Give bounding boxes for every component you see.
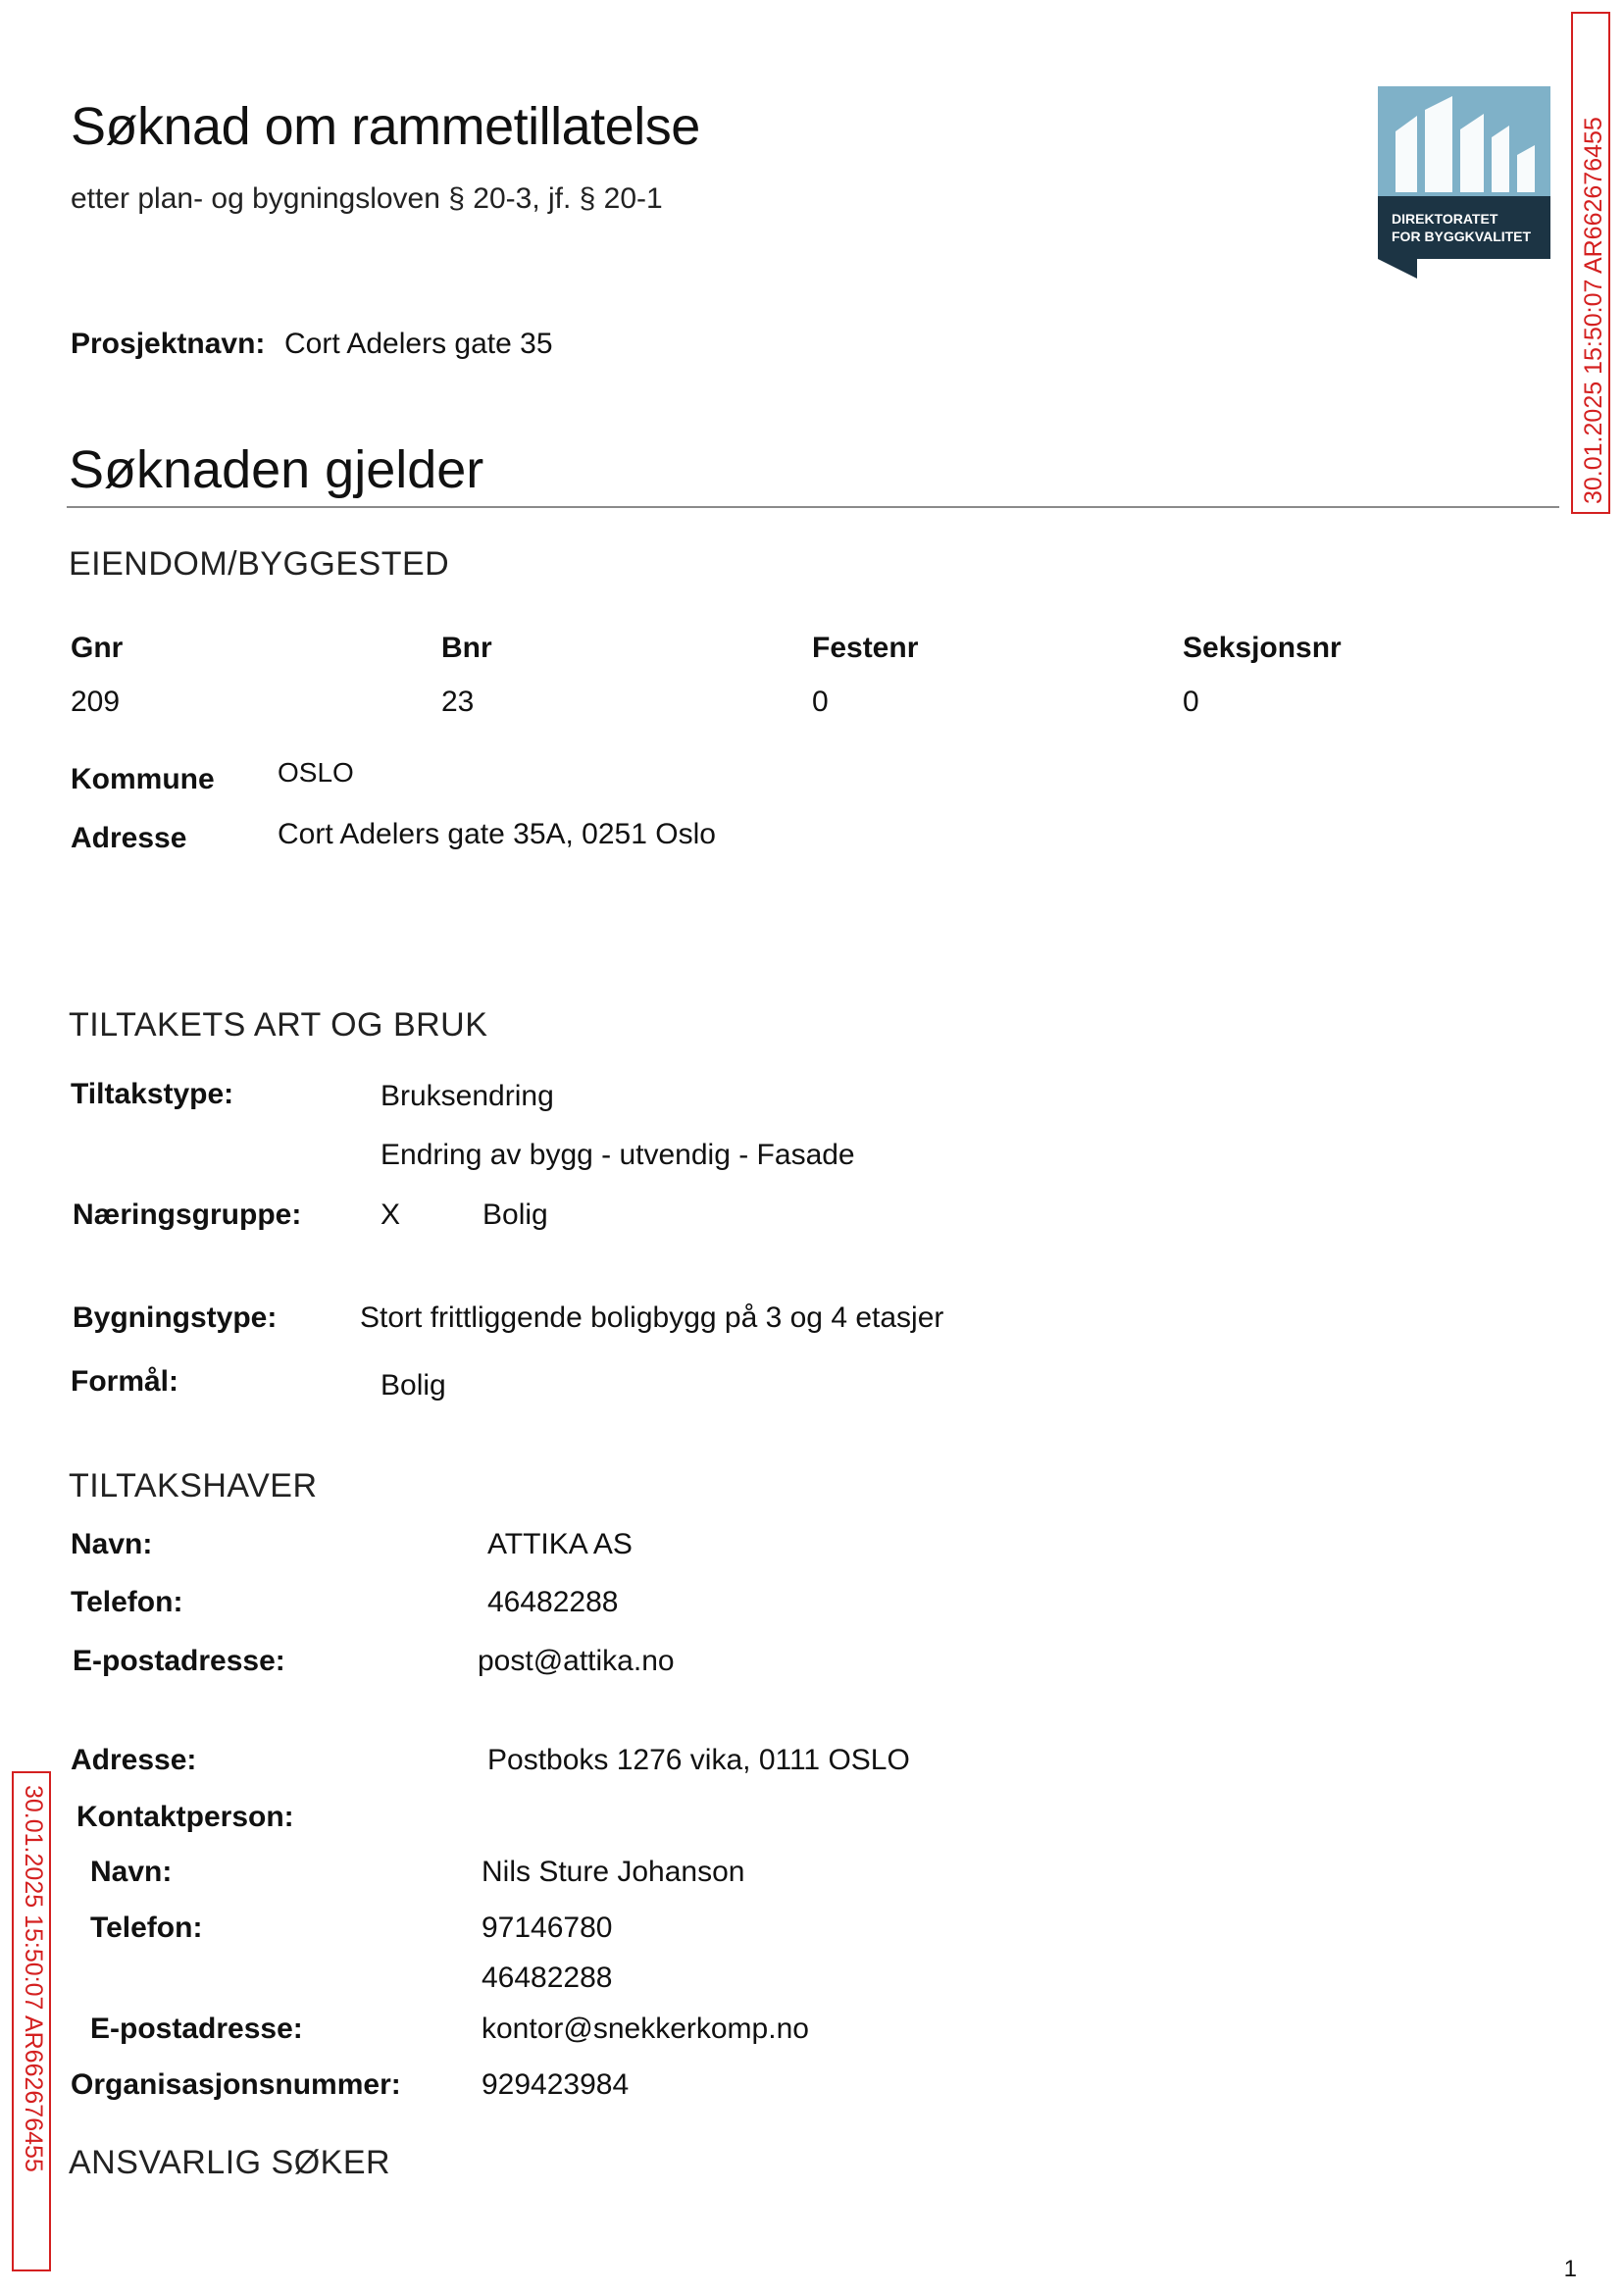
receipt-stamp-top xyxy=(1571,12,1610,514)
kommune-value: OSLO xyxy=(278,757,354,788)
gnr-value: 209 xyxy=(71,686,121,718)
tiltakshaver-navn-label: Navn: xyxy=(71,1528,153,1560)
naeringsgruppe-code: X xyxy=(381,1198,401,1231)
naeringsgruppe-value: Bolig xyxy=(482,1198,548,1231)
bnr-label: Bnr xyxy=(441,632,492,664)
receipt-stamp-bottom xyxy=(12,1771,51,2271)
project-value: Cort Adelers gate 35 xyxy=(284,328,553,360)
kontakt-telefon-value-2: 46482288 xyxy=(482,1962,613,1994)
kontakt-navn-value: Nils Sture Johanson xyxy=(482,1856,745,1888)
seksjonsnr-value: 0 xyxy=(1183,686,1199,718)
bygningstype-label: Bygningstype: xyxy=(73,1301,278,1334)
kommune-label: Kommune xyxy=(71,763,215,795)
seksjonsnr-label: Seksjonsnr xyxy=(1183,632,1342,664)
tiltakshaver-navn-value: ATTIKA AS xyxy=(487,1528,633,1560)
formal-label: Formål: xyxy=(71,1365,179,1398)
adresse-label: Adresse xyxy=(71,822,187,854)
logo-line1: DIREKTORATET xyxy=(1392,211,1498,227)
kontakt-navn-label: Navn: xyxy=(90,1856,173,1888)
tiltakshaver-epost-value: post@attika.no xyxy=(478,1645,675,1677)
eiendom-heading: EIENDOM/BYGGESTED xyxy=(69,545,450,583)
kontaktperson-label: Kontaktperson: xyxy=(76,1801,294,1833)
ansvarlig-heading: ANSVARLIG SØKER xyxy=(69,2144,391,2181)
orgnr-value: 929423984 xyxy=(482,2068,630,2101)
tiltakshaver-telefon-label: Telefon: xyxy=(71,1586,183,1618)
section-divider xyxy=(67,506,1559,508)
document-title: Søknad om rammetillatelse xyxy=(71,97,700,156)
adresse-value: Cort Adelers gate 35A, 0251 Oslo xyxy=(278,818,716,850)
logo-bottom-panel xyxy=(1378,196,1550,259)
tiltakshaver-heading: TILTAKSHAVER xyxy=(69,1467,318,1504)
section-title: Søknaden gjelder xyxy=(69,440,484,499)
naeringsgruppe-label: Næringsgruppe: xyxy=(73,1198,302,1231)
tiltakstype-value-2: Endring av bygg - utvendig - Fasade xyxy=(381,1139,855,1171)
kontakt-epost-label: E-postadresse: xyxy=(90,2013,303,2045)
receipt-stamp-top-text: 30.01.2025 15:50:07 AR662676455 xyxy=(1580,117,1607,504)
tiltakshaver-telefon-value: 46482288 xyxy=(487,1586,619,1618)
tiltakstype-value-1: Bruksendring xyxy=(381,1080,554,1112)
document-subtitle: etter plan- og bygningsloven § 20-3, jf. § 20-1 xyxy=(71,182,663,215)
tiltakshaver-adresse-label: Adresse: xyxy=(71,1744,197,1776)
project-label: Prosjektnavn: xyxy=(71,328,266,360)
page-number: 1 xyxy=(1563,2256,1577,2282)
logo-line2: FOR BYGGKVALITET xyxy=(1392,229,1532,244)
kontakt-epost-value: kontor@snekkerkomp.no xyxy=(482,2013,809,2045)
tiltakstype-label: Tiltakstype: xyxy=(71,1078,234,1110)
tiltakshaver-adresse-value: Postboks 1276 vika, 0111 OSLO xyxy=(487,1744,910,1776)
dibk-logo xyxy=(1378,86,1550,279)
tiltak-heading: TILTAKETS ART OG BRUK xyxy=(69,1006,488,1044)
festenr-label: Festenr xyxy=(812,632,919,664)
kontakt-telefon-value-1: 97146780 xyxy=(482,1912,613,1944)
orgnr-label: Organisasjonsnummer: xyxy=(71,2068,401,2101)
festenr-value: 0 xyxy=(812,686,829,718)
bygningstype-value: Stort frittliggende boligbygg på 3 og 4 etasjer xyxy=(360,1301,944,1334)
kontakt-telefon-label: Telefon: xyxy=(90,1912,203,1944)
receipt-stamp-bottom-text: 30.01.2025 15:50:07 AR662676455 xyxy=(20,1785,47,2172)
bnr-value: 23 xyxy=(441,686,475,718)
tiltakshaver-epost-label: E-postadresse: xyxy=(73,1645,285,1677)
formal-value: Bolig xyxy=(381,1369,446,1402)
gnr-label: Gnr xyxy=(71,632,124,664)
